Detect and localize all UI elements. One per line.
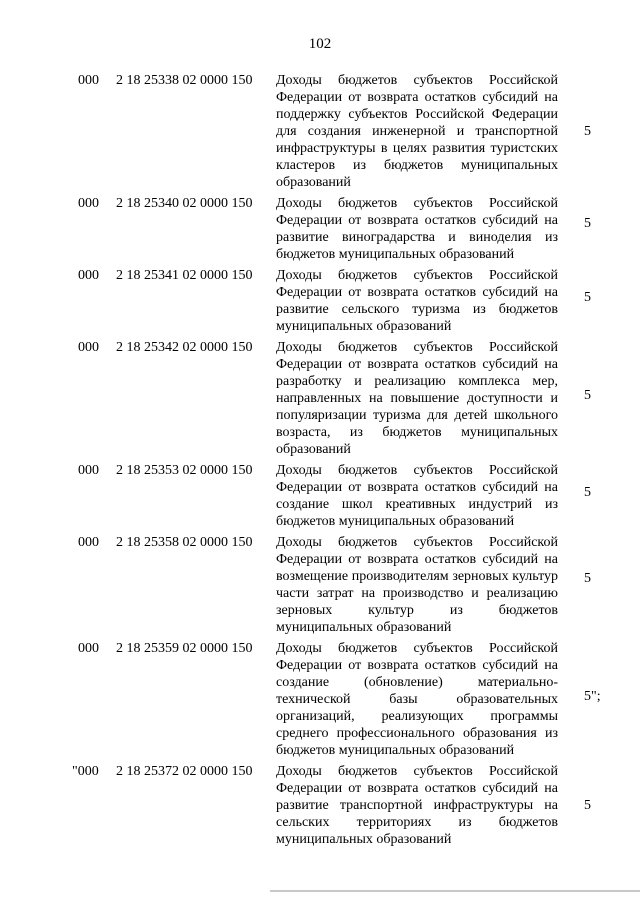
budget-classification-code: 2 18 25372 02 0000 150 — [116, 764, 253, 779]
admin-code: 000 — [78, 641, 99, 656]
table-row — [72, 763, 618, 848]
budget-classification-code: 2 18 25342 02 0000 150 — [116, 340, 253, 355]
revenue-name: Доходы бюджетов субъектов Российской Федерации от возврата остатков субсидий на разработку и реализацию комплекса мер, направленных на повышение доступности и популяризации туризма для детей школьного возраста, из бюджетов муниципальных образований — [276, 340, 558, 457]
revenue-name: Доходы бюджетов субъектов Российской Федерации от возврата остатков субсидий на развитие транспортной инфраструктуры на сельских территориях из бюджетов муниципальных образований — [276, 764, 558, 847]
budget-classification-code: 2 18 25359 02 0000 150 — [116, 641, 253, 656]
admin-code: 000 — [78, 340, 99, 355]
norm-value: 5 — [584, 124, 591, 139]
revenue-table — [72, 72, 618, 852]
budget-classification-code: 2 18 25353 02 0000 150 — [116, 463, 253, 478]
admin-code: 000 — [78, 535, 99, 550]
budget-classification-code: 2 18 25340 02 0000 150 — [116, 196, 253, 211]
admin-code: 000 — [78, 196, 99, 211]
revenue-name: Доходы бюджетов субъектов Российской Федерации от возврата остатков субсидий на возмещение производителям зерновых культур части затрат на производство и реализацию зерновых культур из бюджетов муниципальных образований — [276, 535, 558, 635]
page-number: 102 — [308, 36, 332, 52]
table-row — [78, 339, 618, 458]
table-row — [78, 195, 618, 263]
table-row — [78, 640, 618, 759]
revenue-name: Доходы бюджетов субъектов Российской Федерации от возврата остатков субсидий на развитие виноградарства и виноделия из бюджетов муниципальных образований — [276, 196, 558, 262]
table-row — [78, 267, 618, 335]
revenue-name: Доходы бюджетов субъектов Российской Федерации от возврата остатков субсидий на создание школ креативных индустрий из бюджетов муниципальных образований — [276, 463, 558, 529]
table-row — [78, 462, 618, 530]
scan-edge-line — [270, 890, 640, 892]
norm-value: 5 — [584, 798, 591, 813]
admin-code: 000 — [78, 268, 99, 283]
table-row — [78, 534, 618, 636]
admin-code: 000 — [78, 73, 99, 88]
norm-value: 5 — [584, 216, 591, 231]
budget-classification-code: 2 18 25338 02 0000 150 — [116, 73, 253, 88]
revenue-name: Доходы бюджетов субъектов Российской Федерации от возврата остатков субсидий на развитие сельского туризма из бюджетов муниципальных образований — [276, 268, 558, 334]
norm-value: 5 — [584, 388, 591, 403]
revenue-name: Доходы бюджетов субъектов Российской Федерации от возврата остатков субсидий на поддержку субъектов Российской Федерации для создания инженерной и транспортной инфраструктуры в целях развития туристских кластеров из бюджетов муниципальных образований — [276, 73, 558, 190]
revenue-name: Доходы бюджетов субъектов Российской Федерации от возврата остатков субсидий на создание (обновление) материально-технической базы образовательных организаций, реализующих программы среднего профессионального образования из бюджетов муниципальных образований — [276, 641, 558, 758]
norm-value: 5 — [584, 485, 591, 500]
admin-code: 000 — [78, 463, 99, 478]
budget-classification-code: 2 18 25341 02 0000 150 — [116, 268, 253, 283]
norm-value: 5 — [584, 290, 591, 305]
norm-value: 5 — [584, 571, 591, 586]
table-row — [78, 72, 618, 191]
admin-code: "000 — [72, 764, 99, 779]
budget-classification-code: 2 18 25358 02 0000 150 — [116, 535, 253, 550]
norm-value: 5"; — [584, 689, 601, 704]
